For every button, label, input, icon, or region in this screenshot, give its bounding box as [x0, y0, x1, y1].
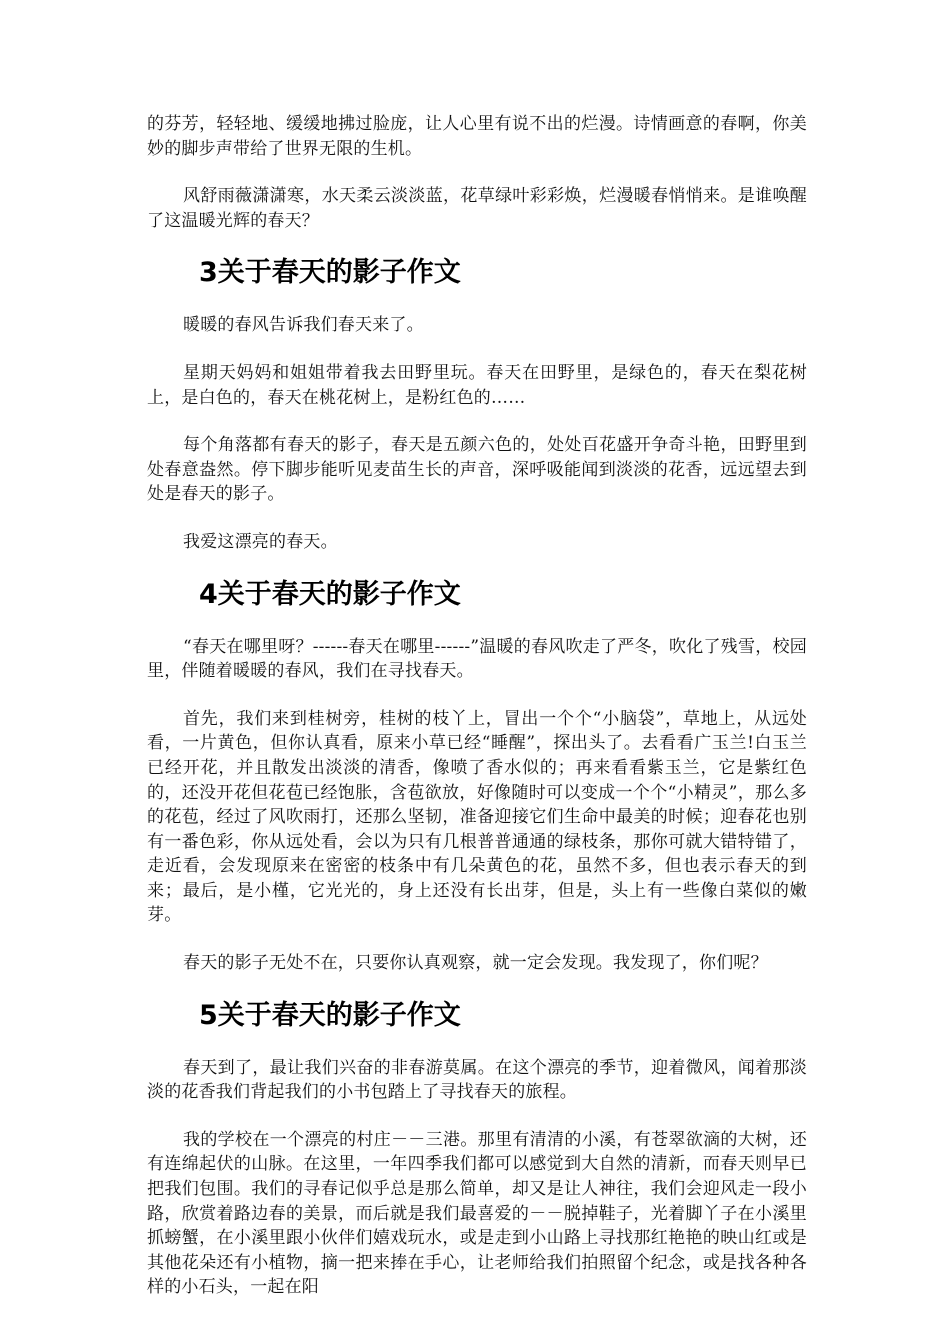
section-heading-5: 5关于春天的影子作文: [199, 999, 461, 1031]
paragraph: 我的学校在一个漂亮的村庄－－三港。那里有清清的小溪，有苍翠欲滴的大树，还有连绵起伏的山脉。在这里，一年四季我们都可以感觉到大自然的清新，而春天则早已把我们包围。我们的寻春记似乎总是那么简单，却又是让人神往，我们会迎风走一段小路，欣赏着路边春的美景，而后就是我们最喜爱的－－脱掉鞋子，光着脚丫子在小溪里抓螃蟹，在小溪里跟小伙伴们嬉戏玩水，或是走到小山路上寻找那红艳艳的映山红或是其他花朵还有小植物，摘一把来捧在手心，让老师给我们拍照留个纪念，或是找各种各样的小石头，一起在阳: [147, 1129, 807, 1298]
paragraph: 风舒雨薇潇潇寒，水天柔云淡淡蓝，花草绿叶彩彩焕，烂漫暖春悄悄来。是谁唤醒了这温暖光辉的春天？: [147, 186, 807, 231]
paragraph: “春天在哪里呀？------春天在哪里------”温暖的春风吹走了严冬，吹化了残雪，校园里，伴随着暖暖的春风，我们在寻找春天。: [147, 636, 807, 682]
document-content: [147, 112, 807, 1300]
paragraph: 春天的影子无处不在，只要你认真观察，就一定会发现。我发现了，你们呢？: [183, 953, 768, 974]
section-heading-4: 4关于春天的影子作文: [199, 578, 461, 610]
paragraph: 我爱这漂亮的春天。: [183, 531, 338, 552]
paragraph: 春天到了，最让我们兴奋的非春游莫属。在这个漂亮的季节，迎着微风，闻着那淡淡的花香我们背起我们的小书包踏上了寻找春天的旅程。: [147, 1057, 807, 1103]
section-heading-3: 3关于春天的影子作文: [199, 257, 461, 289]
paragraph: 的芬芳，轻轻地、缓缓地拂过脸庞，让人心里有说不出的烂漫。诗情画意的春啊，你美妙的脚步声带给了世界无限的生机。: [147, 114, 807, 159]
paragraph: 暖暖的春风告诉我们春天来了。: [183, 315, 424, 336]
paragraph: 首先，我们来到桂树旁，桂树的枝丫上，冒出一个个“小脑袋”，草地上，从远处看，一片黄色，但你认真看，原来小草已经“睡醒”，探出头了。去看看广玉兰!白玉兰已经开花，并且散发出淡淡的清香，像喷了香水似的；再来看看紫玉兰，它是紫红色的，还没开花但花苞已经饱胀，含苞欲放，好像随时可以变成一个个“小精灵”，那么多的花苞，经过了风吹雨打，还那么坚韧，准备迎接它们生命中最美的时候；迎春花也别有一番色彩，你从远处看，会以为只有几根普普通通的绿枝条，那你可就大错特错了，走近看，会发现原来在密密的枝条中有几朵黄色的花，虽然不多，但也表示春天的到来；最后，是小槿，它光光的，身上还没有长出芽，但是，头上有一些像白菜似的嫩芽。: [147, 708, 807, 926]
paragraph: 星期天妈妈和姐姐带着我去田野里玩。春天在田野里，是绿色的，春天在梨花树上，是白色的，春天在桃花树上，是粉红色的……: [147, 362, 807, 408]
paragraph: 每个角落都有春天的影子，春天是五颜六色的，处处百花盛开争奇斗艳，田野里到处春意盎然。停下脚步能听见麦苗生长的声音，深呼吸能闻到淡淡的花香，远远望去到处是春天的影子。: [147, 435, 807, 505]
